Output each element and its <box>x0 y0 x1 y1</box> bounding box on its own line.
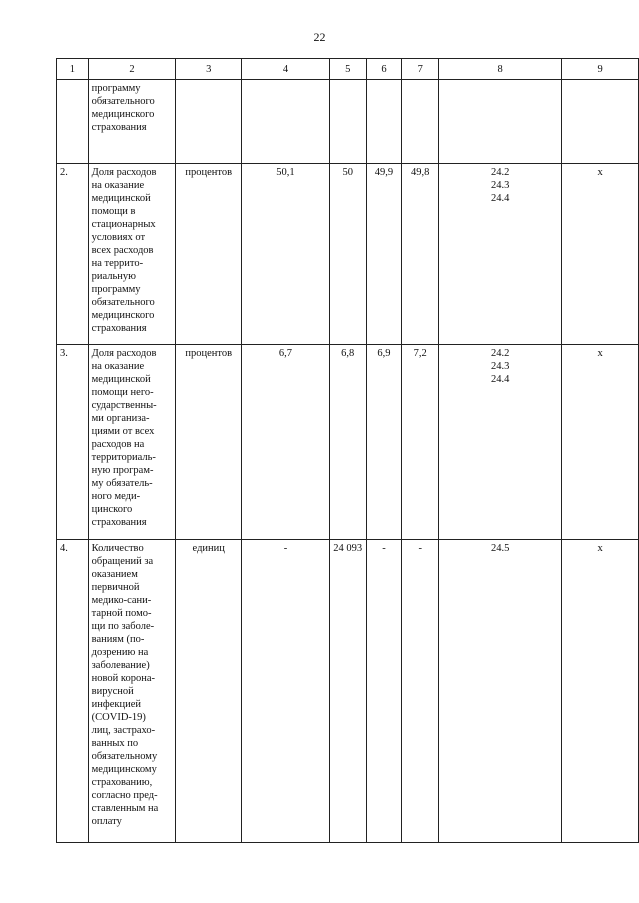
mark: x <box>562 540 639 843</box>
value-col-5: 50 <box>329 164 366 345</box>
unit <box>176 80 242 164</box>
indicator-name: Доля расходов на оказание медицинской помощи него- сударственны- ми организа- циями от всех расходов на территориаль- ную програм- му обязатель- ного меди- цинского страхования <box>88 345 176 540</box>
row-number <box>57 80 89 164</box>
column-header: 8 <box>439 59 562 80</box>
row-number: 4. <box>57 540 89 843</box>
unit: процентов <box>176 164 242 345</box>
mark <box>562 80 639 164</box>
value-col-6: - <box>366 540 402 843</box>
value-col-4: 6,7 <box>242 345 330 540</box>
value-col-4 <box>242 80 330 164</box>
table-row <box>57 164 639 345</box>
unit: единиц <box>176 540 242 843</box>
indicators-table <box>56 58 639 843</box>
page-number: 22 <box>313 30 326 44</box>
code-list: 24.5 <box>439 540 562 843</box>
column-header: 4 <box>242 59 330 80</box>
column-header: 7 <box>402 59 439 80</box>
value-col-6: 6,9 <box>366 345 402 540</box>
column-header: 2 <box>88 59 176 80</box>
value-col-5 <box>329 80 366 164</box>
value-col-6: 49,9 <box>366 164 402 345</box>
value-col-4: - <box>242 540 330 843</box>
value-col-6 <box>366 80 402 164</box>
indicator-name: Доля расходов на оказание медицинской помощи в стационарных условиях от всех расходов на террито- риальную программу обязательного медицинского страхования <box>88 164 176 345</box>
value-col-5: 24 093 <box>329 540 366 843</box>
value-col-5: 6,8 <box>329 345 366 540</box>
row-number: 3. <box>57 345 89 540</box>
value-col-4: 50,1 <box>242 164 330 345</box>
column-header: 6 <box>366 59 402 80</box>
indicator-name: программу обязательного медицинского страхования <box>88 80 176 164</box>
indicator-name: Количество обращений за оказанием первичной медико-сани- тарной помо- щи по заболе- ваниям (по- дозрению на заболевание) новой корона- вирусной инфекцией (COVID-19) лиц, застрахо- ванных по обязательному медицинскому страхованию, согласно пред- ставленным на оплату <box>88 540 176 843</box>
code-list: 24.2 24.3 24.4 <box>439 345 562 540</box>
mark: x <box>562 164 639 345</box>
table-row <box>57 345 639 540</box>
column-header: 9 <box>562 59 639 80</box>
row-number: 2. <box>57 164 89 345</box>
mark: x <box>562 345 639 540</box>
value-col-7 <box>402 80 439 164</box>
value-col-7: 7,2 <box>402 345 439 540</box>
column-header: 1 <box>57 59 89 80</box>
value-col-7: 49,8 <box>402 164 439 345</box>
unit: процентов <box>176 345 242 540</box>
code-list: 24.2 24.3 24.4 <box>439 164 562 345</box>
value-col-7: - <box>402 540 439 843</box>
column-header: 3 <box>176 59 242 80</box>
column-header: 5 <box>329 59 366 80</box>
table-row <box>57 80 639 164</box>
table-row <box>57 540 639 843</box>
table-header-row <box>57 59 639 80</box>
code-list <box>439 80 562 164</box>
